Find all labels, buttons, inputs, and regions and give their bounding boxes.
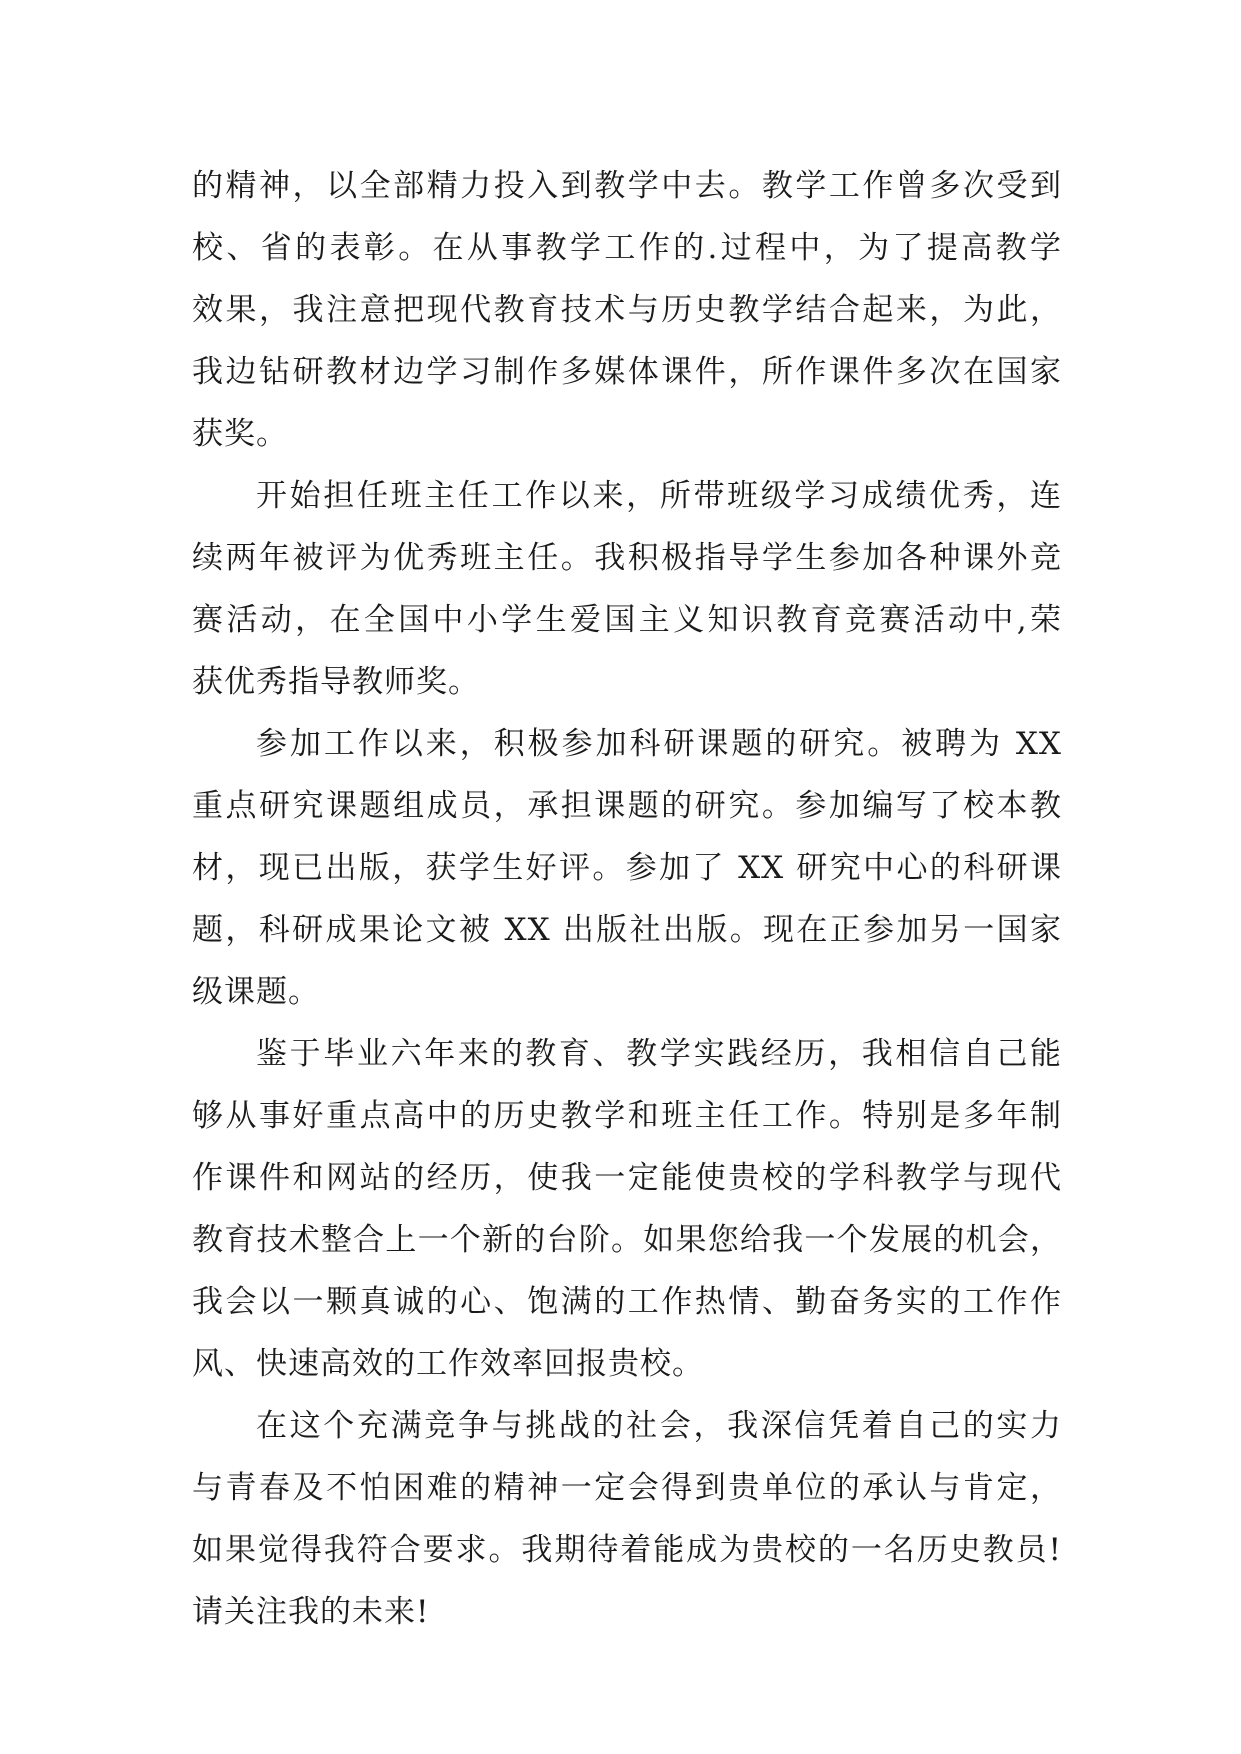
text-line: 作课件和网站的经历，使我一定能使贵校的学科教学与现代 xyxy=(192,1160,1062,1196)
text-line: 效果，我注意把现代教育技术与历史教学结合起来，为此， xyxy=(192,292,1062,328)
text-line: 校、省的表彰。在从事教学工作的.过程中，为了提高教学 xyxy=(192,230,1062,266)
text-line: 级课题。 xyxy=(192,974,320,1010)
text-line: 请关注我的未来! xyxy=(192,1594,430,1630)
paragraph-first-line: 开始担任班主任工作以来，所带班级学习成绩优秀，连 xyxy=(256,478,1062,514)
paragraph-first-line: 参加工作以来，积极参加科研课题的研究。被聘为 XX xyxy=(256,726,1062,762)
text-line: 题，科研成果论文被 XX 出版社出版。现在正参加另一国家 xyxy=(192,912,1062,948)
paragraph-first-line: 在这个充满竞争与挑战的社会，我深信凭着自己的实力 xyxy=(256,1408,1062,1444)
text-line: 我会以一颗真诚的心、饱满的工作热情、勤奋务实的工作作 xyxy=(192,1284,1062,1320)
text-line: 的精神，以全部精力投入到教学中去。教学工作曾多次受到 xyxy=(192,168,1062,204)
text-line: 赛活动，在全国中小学生爱国主义知识教育竞赛活动中,荣 xyxy=(192,602,1062,638)
text-line: 够从事好重点高中的历史教学和班主任工作。特别是多年制 xyxy=(192,1098,1062,1134)
text-line: 重点研究课题组成员，承担课题的研究。参加编写了校本教 xyxy=(192,788,1062,824)
text-line: 如果觉得我符合要求。我期待着能成为贵校的一名历史教员! xyxy=(192,1532,1062,1568)
text-line: 材，现已出版，获学生好评。参加了 XX 研究中心的科研课 xyxy=(192,850,1062,886)
text-line: 我边钻研教材边学习制作多媒体课件，所作课件多次在国家 xyxy=(192,354,1062,390)
document-body xyxy=(192,155,1062,1643)
text-line: 教育技术整合上一个新的台阶。如果您给我一个发展的机会， xyxy=(192,1222,1062,1258)
paragraph-first-line: 鉴于毕业六年来的教育、教学实践经历，我相信自己能 xyxy=(256,1036,1062,1072)
text-line: 与青春及不怕困难的精神一定会得到贵单位的承认与肯定， xyxy=(192,1470,1062,1506)
text-line: 获优秀指导教师奖。 xyxy=(192,664,480,700)
text-line: 续两年被评为优秀班主任。我积极指导学生参加各种课外竞 xyxy=(192,540,1062,576)
text-line: 获奖。 xyxy=(192,416,288,452)
text-line: 风、快速高效的工作效率回报贵校。 xyxy=(192,1346,704,1382)
